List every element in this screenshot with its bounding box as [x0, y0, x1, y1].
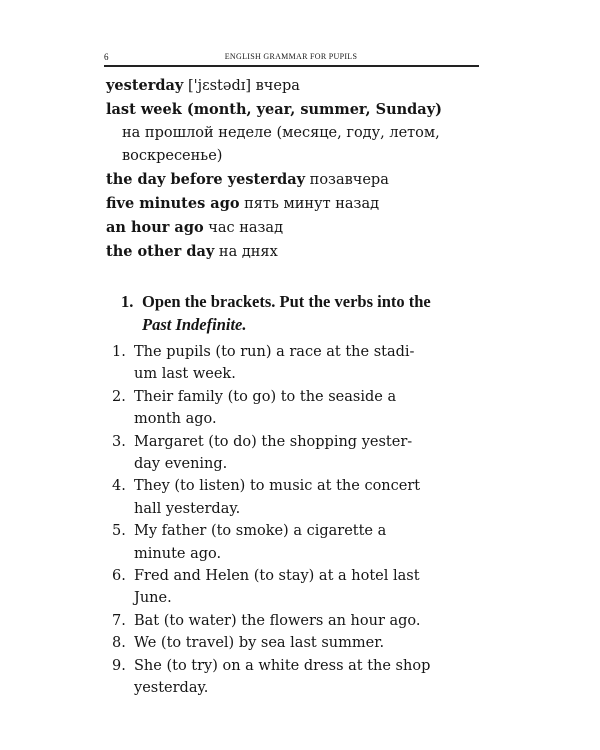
- vocab-translation: позавчера: [309, 172, 389, 188]
- page-number: 6: [104, 52, 109, 62]
- item-text: um last week.: [134, 366, 236, 383]
- item-number: 3.: [112, 433, 126, 450]
- item-text: June.: [134, 590, 172, 607]
- running-head: [104, 52, 478, 64]
- item-text: day evening.: [134, 456, 228, 473]
- tense-name: Past Indefinite.: [142, 315, 247, 334]
- item-text: hall yesterday.: [134, 500, 241, 517]
- vocab-translation: час назад: [208, 220, 284, 236]
- instruction-text: Open the brackets. Put the verbs into the: [142, 292, 431, 311]
- exercise-item: [112, 520, 484, 565]
- item-text: They (to listen) to music at the concert: [134, 478, 421, 495]
- item-number: 8.: [112, 635, 126, 652]
- item-text: Margaret (to do) the shopping yester-: [134, 433, 413, 450]
- item-text: Bat (to water) the flowers an hour ago.: [134, 612, 421, 629]
- item-number: 1.: [112, 344, 126, 360]
- item-text: month ago.: [134, 411, 217, 428]
- item-number: 9.: [112, 657, 126, 674]
- item-text: yesterday.: [134, 680, 209, 697]
- vocab-term: five minutes ago: [106, 195, 240, 212]
- item-text: Their family (to go) to the seaside a: [134, 388, 397, 405]
- vocab-translation: на днях: [218, 244, 278, 260]
- header-rule: [104, 65, 479, 67]
- exercise-item: [112, 475, 484, 520]
- item-text: She (to try) on a white dress at the shop: [134, 657, 431, 674]
- vocab-entry: [106, 192, 486, 216]
- running-title: ENGLISH GRAMMAR FOR PUPILS: [224, 52, 358, 61]
- item-text: Fred and Helen (to stay) at a hotel last: [134, 568, 420, 585]
- vocab-term: yesterday: [106, 77, 184, 94]
- vocab-entry: [106, 74, 486, 98]
- vocab-term: the day before yesterday: [106, 171, 306, 188]
- item-text: minute ago.: [134, 545, 222, 562]
- vocab-entry: [106, 168, 486, 192]
- item-text: The pupils (to run) a race at the stadi-: [134, 344, 415, 360]
- exercise-item: [112, 610, 484, 632]
- item-number: 6.: [112, 568, 126, 585]
- item-number: 5.: [112, 523, 126, 540]
- vocab-entry: [106, 216, 486, 240]
- exercise-instruction: [121, 290, 481, 336]
- item-text: We (to travel) by sea last summer.: [134, 635, 385, 652]
- vocabulary-list: [106, 74, 486, 264]
- vocab-translation: на прошлой неделе (месяце, году, летом,: [122, 125, 440, 141]
- exercise-item: [112, 655, 484, 700]
- vocab-entry: [106, 98, 486, 122]
- vocab-term: the other day: [106, 243, 215, 260]
- vocab-term: last week (month, year, summer, Sunday): [106, 101, 442, 118]
- exercise-item: [112, 341, 484, 386]
- item-number: 4.: [112, 478, 126, 495]
- exercise-item: [112, 632, 484, 654]
- exercise-items: [112, 341, 484, 700]
- vocab-translation: пять минут назад: [244, 196, 380, 212]
- item-number: 2.: [112, 388, 126, 405]
- exercise-item: [112, 431, 484, 476]
- item-text: My father (to smoke) a cigarette a: [134, 523, 387, 540]
- exercise-item: [112, 565, 484, 610]
- item-number: 7.: [112, 612, 126, 629]
- vocab-entry: [106, 240, 486, 264]
- vocab-translation: воскресенье): [122, 148, 223, 164]
- exercise-number: 1.: [121, 292, 134, 311]
- vocab-translation: вчера: [255, 78, 300, 94]
- exercise-item: [112, 386, 484, 431]
- vocab-transcription: ['jɛstədɪ]: [187, 78, 252, 94]
- vocab-term: an hour ago: [106, 219, 204, 236]
